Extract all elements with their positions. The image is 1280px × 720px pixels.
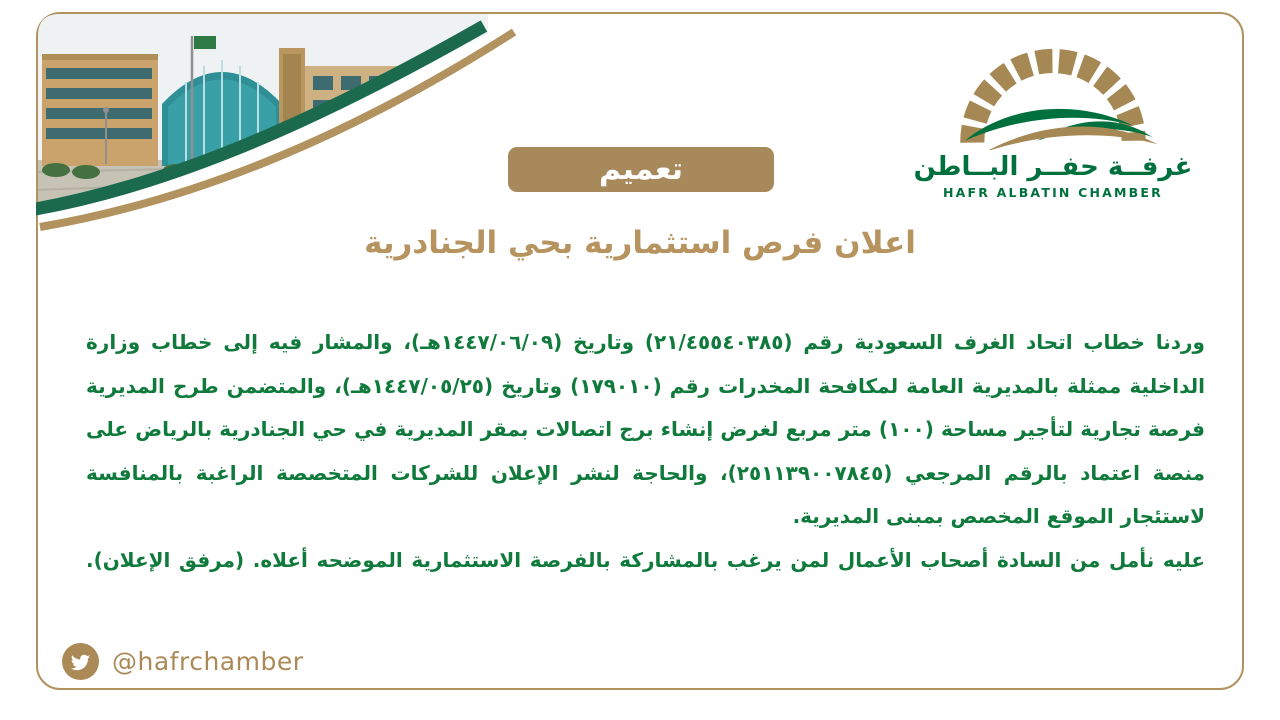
body-line: فرصة تجارية لتأجير مساحة (١٠٠) متر مربع لغرض إنشاء برج اتصالات بمقر المديرية في حي الجنادرية بالرياض على xyxy=(86,417,1205,441)
body-line: وردنا خطاب اتحاد الغرف السعودية رقم (٢١/٤٥٥٤٠٣٨٥) وتاريخ (١٤٤٧/٠٦/٠٩هـ)، والمشار فيه إلى خطاب وزارة xyxy=(86,330,1205,354)
announcement-body xyxy=(86,321,1205,582)
chamber-name-arabic: غرفــة حفــر البــاطن xyxy=(913,152,1193,182)
building-photo-illustration xyxy=(36,12,516,237)
twitter-icon xyxy=(62,643,99,680)
chamber-name-english: HAFR ALBATIN CHAMBER xyxy=(943,185,1163,200)
twitter-footer xyxy=(62,643,304,680)
twitter-handle[interactable]: @hafrchamber xyxy=(112,647,304,676)
announcement-title: اعلان فرص استثمارية بحي الجنادرية xyxy=(364,225,916,261)
body-line: عليه نأمل من السادة أصحاب الأعمال لمن يرغب بالمشاركة بالفرصة الاستثمارية الموضحه أعلاه. (مرفق الإعلان). xyxy=(86,547,1205,572)
body-line: لاستئجار الموقع المخصص بمبنى المديرية. xyxy=(792,504,1205,528)
circular-banner-label: تعميم xyxy=(598,151,684,187)
body-line: منصة اعتماد بالرقم المرجعي (٢٥١١٣٩٠٠٧٨٤٥)، والحاجة لنشر الإعلان للشركات المتخصصة الراغبة بالمنافسة xyxy=(86,460,1206,485)
chamber-logo xyxy=(913,48,1193,200)
chamber-logo-icon xyxy=(928,48,1178,150)
circular-banner xyxy=(508,147,774,192)
chamber-building-photo xyxy=(36,12,516,237)
body-line: الداخلية ممثلة بالمديرية العامة لمكافحة المخدرات رقم (١٧٩٠١٠) وتاريخ (١٤٤٧/٠٥/٢٥هـ)، والمتضمن طرح المديرية xyxy=(86,373,1205,398)
